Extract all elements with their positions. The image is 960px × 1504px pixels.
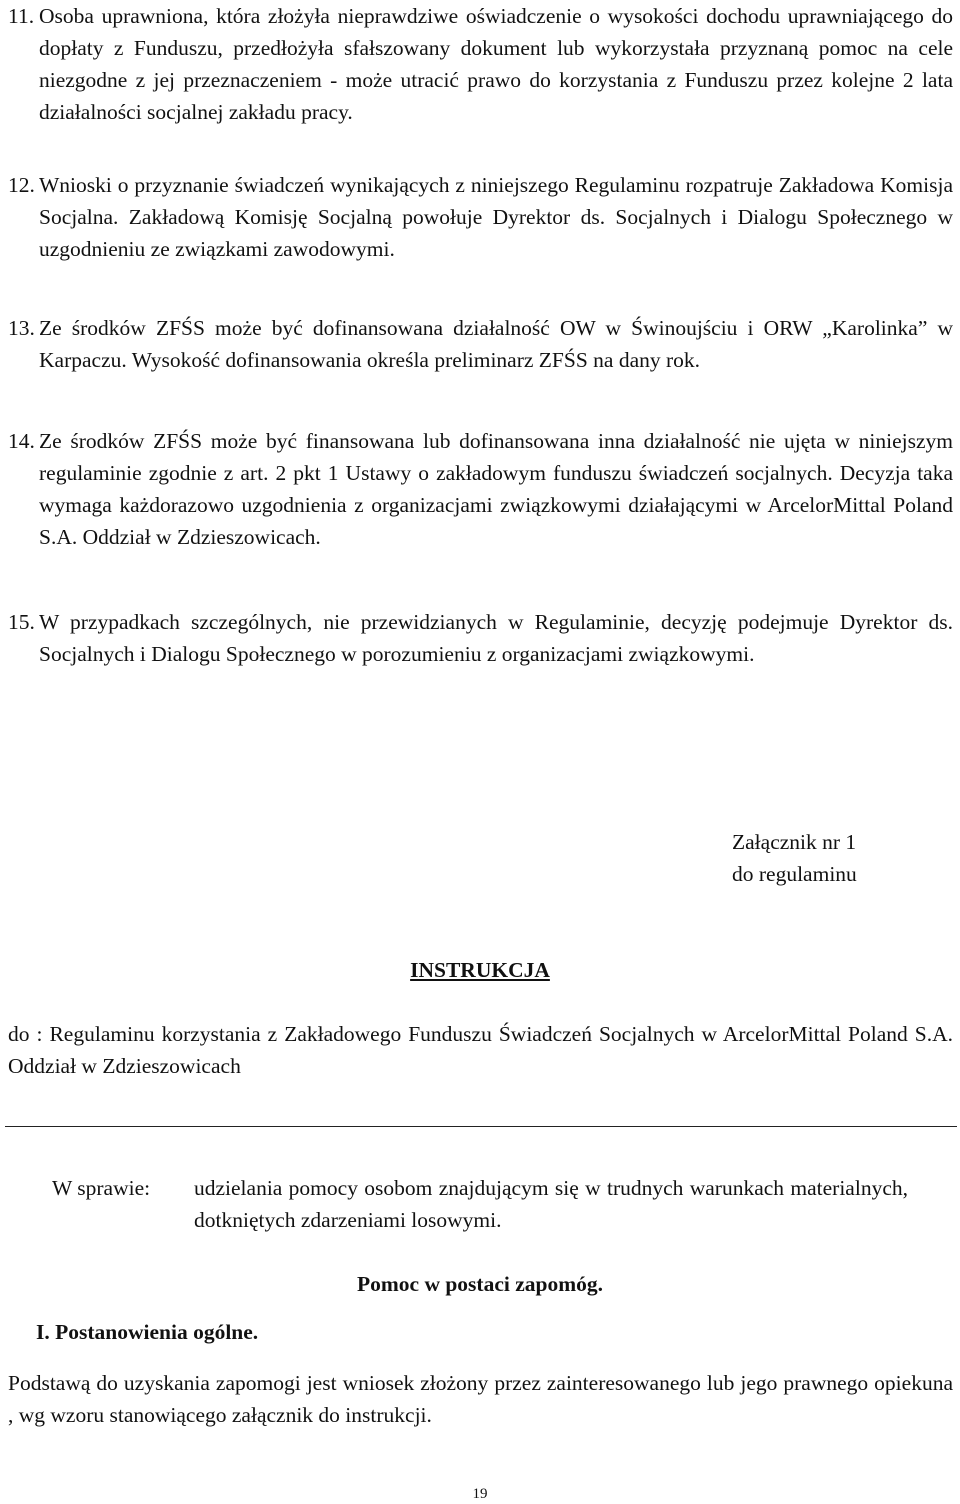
regulation-item-15 xyxy=(8,606,953,670)
item-number: 14. xyxy=(8,429,35,453)
document-title: INSTRUKCJA xyxy=(410,958,550,982)
regulation-item-13 xyxy=(8,312,953,376)
matter-label: W sprawie: xyxy=(52,1176,151,1200)
aid-heading: Pomoc w postaci zapomóg. xyxy=(356,1272,604,1296)
item-number: 13. xyxy=(8,316,35,340)
item-text: Ze środków ZFŚS może być dofinansowana działalność OW w Świnoujściu i ORW „Karolinka” w Karpaczu. Wysokość dofinansowania określa preliminarz ZFŚS na dany rok. xyxy=(39,316,953,372)
item-text: Ze środków ZFŚS może być finansowana lub dofinansowana inna działalność nie ujęta w niniejszym regulaminie zgodnie z art. 2 pkt 1 Ustawy o zakładowym funduszu świadczeń socjalnych. Decyzja taka wymaga każdorazowo uzgodnienia z organizacjami związkowymi działającymi w ArcelorMittal Poland S.A. Oddział w Zdzieszowicach. xyxy=(39,429,953,549)
item-number: 15. xyxy=(8,610,35,634)
matter-text: udzielania pomocy osobom znajdującym się w trudnych warunkach materialnych, dotkniętych zdarzeniami losowymi. xyxy=(194,1176,908,1232)
item-text: W przypadkach szczególnych, nie przewidzianych w Regulaminie, decyzję podejmuje Dyrektor ds. Socjalnych i Dialogu Społecznego w porozumieniu z organizacjami związkowymi. xyxy=(39,610,953,666)
section-heading: I. Postanowienia ogólne. xyxy=(36,1320,259,1344)
regulation-item-14 xyxy=(8,425,953,553)
item-number: 12. xyxy=(8,173,35,197)
regulation-item-11 xyxy=(8,0,953,128)
item-text: Wnioski o przyznanie świadczeń wynikających z niniejszego Regulaminu rozpatruje Zakładowa Komisja Socjalna. Zakładową Komisję Socjalną powołuje Dyrektor ds. Socjalnych i Dialogu Społecznego w uzgodnieniu ze związkami zawodowymi. xyxy=(39,173,953,261)
item-text: Osoba uprawniona, która złożyła nieprawdziwe oświadczenie o wysokości dochodu uprawniającego do dopłaty z Funduszu, przedłożyła sfałszowany dokument lub wykorzystała przyznaną pomoc na cele niezgodne z jej przeznaczeniem - może utracić prawo do korzystania z Funduszu przez kolejne 2 lata działalności socjalnej zakładu pracy. xyxy=(39,4,953,124)
annex-number: Załącznik nr 1 xyxy=(732,830,857,854)
document-subject: do : Regulaminu korzystania z Zakładowego Funduszu Świadczeń Socjalnych w ArcelorMittal Poland S.A. Oddział w Zdzieszowicach xyxy=(8,1022,953,1078)
horizontal-divider xyxy=(5,1126,957,1127)
annex-label xyxy=(732,826,952,890)
basis-paragraph: Podstawą do uzyskania zapomogi jest wniosek złożony przez zainteresowanego lub jego prawnego opiekuna , wg wzoru stanowiącego załącznik do instrukcji. xyxy=(8,1371,953,1427)
regulation-item-12 xyxy=(8,169,953,265)
page-number: 19 xyxy=(472,1486,488,1502)
item-number: 11. xyxy=(8,4,35,28)
annex-reference: do regulaminu xyxy=(732,862,857,886)
